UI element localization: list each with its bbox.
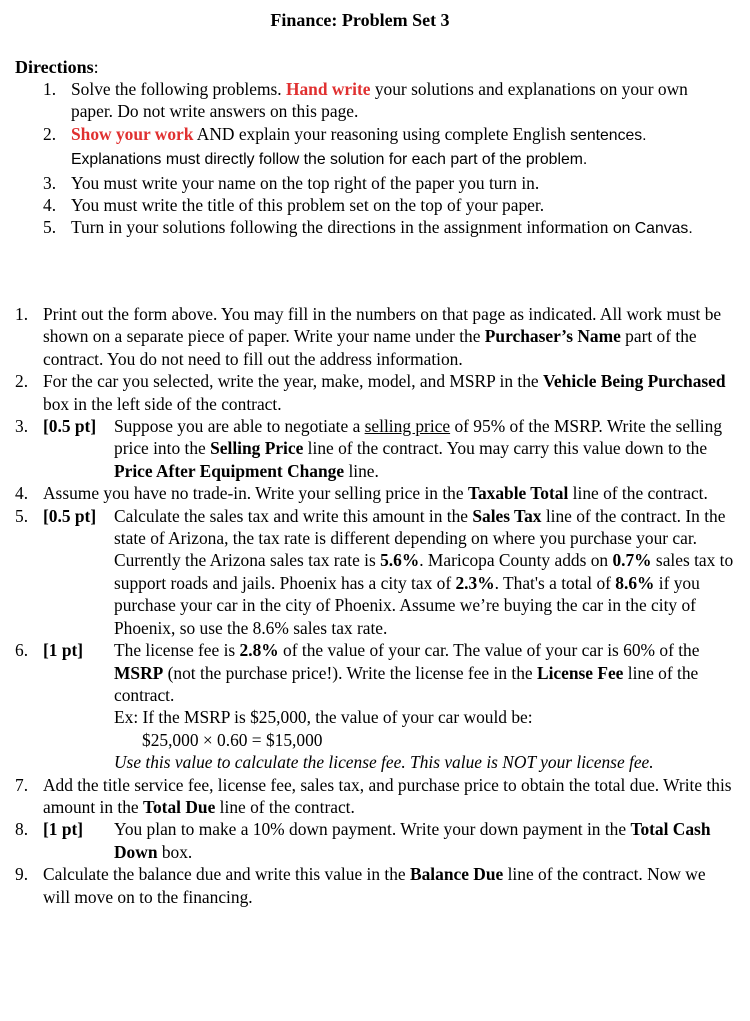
problem-bold-term: License Fee [536, 662, 624, 683]
problem-text: Calculate the sales tax and write this amount in the [114, 505, 473, 526]
problem-number: 9. [15, 864, 29, 885]
problem-bold-term: Total Cash Down [114, 819, 711, 862]
problem-text: The license fee is [114, 640, 240, 661]
problem-bold-term: Sales Tax [472, 505, 542, 526]
problem-text: Assume you have no trade-in. Write your selling price in the [43, 483, 468, 504]
direction-item-3 [43, 172, 733, 194]
direction-text: Turn in your solutions following the directions in the assignment information [71, 217, 613, 238]
problem-6 [15, 639, 735, 773]
problem-text: if you purchase your car in the city of Phoenix. Assume we’re buying the car in the city of Phoenix, so use the 8.6% sales tax rate. [114, 572, 700, 638]
direction-text: on Canvas. [612, 220, 693, 238]
problem-8 [15, 818, 735, 863]
problem-bold-term: 0.7% [612, 550, 652, 571]
points-label: [1 pt] [43, 819, 84, 840]
problem-bold-term: Purchaser’s Name [484, 326, 621, 347]
problem-bold-term: Price After Equipment Change [114, 460, 345, 481]
problem-text: line of the contract. [114, 662, 699, 705]
problem-number: 3. [15, 416, 29, 437]
problem-2 [15, 370, 735, 415]
problem-text: sales tax to support roads and jails. Phoenix has a city tax of [114, 550, 734, 593]
direction-text: You must write your name on the top right of the paper you turn in. [71, 172, 540, 193]
problem-9 [15, 863, 735, 908]
direction-number: 3. [43, 172, 57, 193]
direction-item-5 [43, 216, 733, 240]
directions-heading-text: Directions [15, 57, 94, 77]
points-label: [0.5 pt] [43, 416, 97, 437]
problem-text: Add the title service fee, license fee, sales tax, and purchase price to obtain the total due. Write this amount in the [43, 774, 732, 817]
directions-heading [15, 56, 99, 78]
direction-number: 5. [43, 217, 57, 238]
direction-number: 4. [43, 195, 57, 216]
direction-emphasis: Show your work [71, 123, 194, 144]
direction-emphasis: Hand write [285, 79, 371, 99]
problem-bold-term: Taxable Total [467, 483, 569, 504]
problem-text: . That's a total of [494, 572, 616, 593]
problem-7 [15, 774, 735, 819]
problem-text: of the value of your car. The value of your car is 60% of the [278, 640, 700, 661]
problem-text: line of the contract. In the state of Arizona, the tax rate is different depending on where you purchase your car. Currently the Arizona sales tax rate is [114, 505, 726, 571]
direction-text: AND explain your reasoning using complete English [193, 123, 566, 144]
problem-bold-term: Balance Due [410, 864, 504, 885]
example-note: Use this value to calculate the license fee. This value is NOT your license fee. [114, 752, 654, 773]
direction-item-1 [43, 78, 733, 123]
problem-bold-term: 8.6% [615, 572, 655, 593]
direction-item-2 [43, 123, 733, 172]
problems-list [15, 303, 735, 908]
problem-bold-term: Selling Price [210, 438, 304, 459]
problem-bold-term: 2.3% [455, 572, 495, 593]
example-calculation: $25,000 × 0.60 = $15,000 [142, 729, 323, 750]
problem-text: For the car you selected, write the year, make, model, and MSRP in the [43, 371, 543, 392]
problem-bold-term: 5.6% [380, 550, 420, 571]
direction-text: Solve the following problems. [71, 79, 286, 99]
direction-text: your solutions and explanations on your own paper. Do not write answers on this page. [71, 79, 688, 122]
points-label: [1 pt] [43, 640, 84, 661]
problem-number: 8. [15, 819, 29, 840]
problem-text: Calculate the balance due and write this value in the [43, 864, 410, 885]
problem-text: of 95% of the MSRP. Write the selling price into the [114, 416, 723, 459]
direction-text: You must write the title of this problem set on the top of your paper. [71, 195, 545, 216]
problem-number: 7. [15, 774, 29, 795]
problem-text: Suppose you are able to negotiate a [114, 416, 365, 437]
problem-underlined-term: selling price [364, 416, 451, 437]
problem-text: part of the contract. You do not need to fill out the address information. [43, 326, 697, 369]
directions-heading-colon: : [93, 57, 99, 77]
problem-text: line of the contract. [215, 796, 355, 817]
points-label: [0.5 pt] [43, 505, 97, 526]
problem-bold-term: 2.8% [239, 640, 279, 661]
problem-text: line. [344, 460, 379, 481]
problem-text: box in the left side of the contract. [43, 393, 282, 414]
problem-number: 1. [15, 304, 29, 324]
problem-text: box. [157, 841, 193, 862]
direction-item-4 [43, 194, 733, 216]
problem-number: 2. [15, 371, 29, 392]
problem-number: 5. [15, 505, 29, 526]
example-line: Ex: If the MSRP is $25,000, the value of your car would be: [114, 707, 533, 728]
problem-number: 4. [15, 483, 29, 504]
direction-text: sentences. Explanations must directly follow the solution for each part of the problem. [71, 126, 647, 169]
problem-text: line of the contract. You may carry this value down to the [303, 438, 708, 459]
problem-bold-term: Vehicle Being Purchased [542, 371, 726, 392]
problem-1 [15, 303, 735, 370]
problem-3 [15, 415, 735, 482]
problem-bold-term: Total Due [142, 796, 216, 817]
problem-bold-term: MSRP [114, 662, 164, 683]
page-title: Finance: Problem Set 3 [270, 10, 450, 30]
problem-text: Print out the form above. You may fill in the numbers on that page as indicated. All work must be shown on a separate piece of paper. Write your name under the [43, 304, 722, 347]
problem-4 [15, 482, 735, 504]
direction-number: 1. [43, 79, 57, 99]
problem-number: 6. [15, 640, 29, 661]
problem-5 [15, 505, 735, 639]
problem-text: You plan to make a 10% down payment. Write your down payment in the [114, 819, 631, 840]
problem-text: line of the contract. [568, 483, 708, 504]
problem-text: (not the purchase price!). Write the license fee in the [163, 662, 537, 683]
problem-text: . Maricopa County adds on [419, 550, 613, 571]
directions-list [43, 78, 733, 241]
problem-text: line of the contract. Now we will move on to the financing. [43, 864, 706, 907]
direction-number: 2. [43, 123, 57, 144]
